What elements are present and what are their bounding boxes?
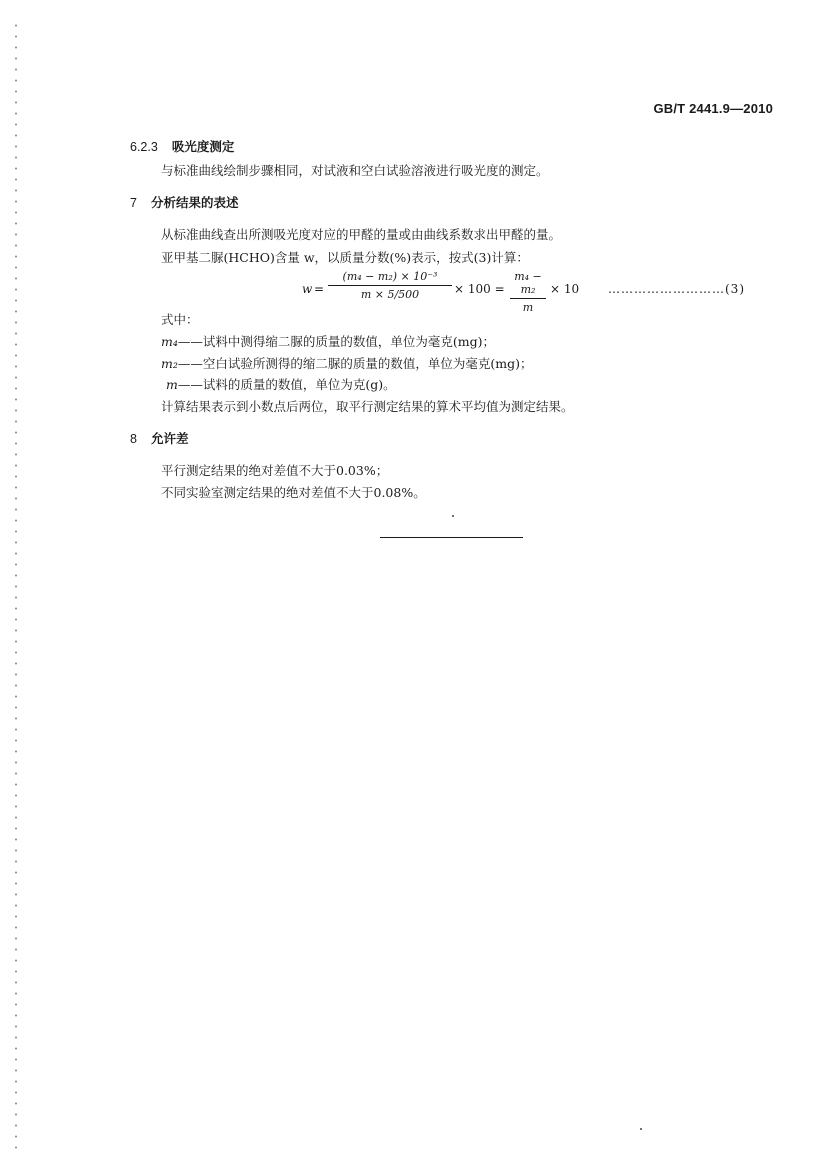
definition-m4-text: ——试料中测得缩二脲的质量的数值，单位为毫克(mg)； (177, 334, 495, 349)
definition-m-text: ——试料的质量的数值，单位为克(g)。 (177, 377, 396, 392)
section-8-title: 允许差 (150, 431, 189, 446)
fraction-1-denominator: m × 5/500 (360, 288, 420, 301)
definition-m4-symbol: m₄ (161, 334, 178, 349)
definition-m2 (161, 358, 532, 371)
section-7-heading (130, 197, 238, 210)
section-7-number: 7 (130, 196, 137, 210)
section-8-number: 8 (130, 432, 137, 446)
section-7-title: 分析结果的表述 (150, 195, 239, 210)
formula-times-100: × 100 = (454, 282, 505, 296)
formula-fraction-1 (328, 270, 452, 301)
section-623-title: 吸光度测定 (171, 139, 235, 154)
definition-m2-text: ——空白试验所测得的缩二脲的质量的数值，单位为毫克(mg)； (177, 356, 533, 371)
formula-tag: ………………………(3) (608, 282, 745, 296)
section-623-heading (130, 141, 234, 154)
section-8-para1: 平行测定结果的绝对差值不大于0.03%； (161, 463, 389, 478)
standard-code: GB/T 2441.9—2010 (653, 101, 773, 116)
formula-fraction-2 (510, 270, 546, 314)
section-623-text: 与标准曲线绘制步骤相同，对试液和空白试验溶液进行吸光度的测定。 (161, 163, 549, 178)
section-8-para2: 不同实验室测定结果的绝对差值不大于0.08%。 (161, 485, 426, 500)
definition-m4 (161, 336, 495, 349)
formula-equals: = (314, 282, 325, 296)
definition-m-symbol: m (166, 377, 178, 392)
end-rule (380, 537, 523, 538)
formula-lhs: w (302, 282, 313, 296)
formula-times-10: × 10 (550, 282, 580, 296)
binding-hole-dots (14, 20, 18, 1150)
definition-m2-symbol: m₂ (161, 356, 178, 371)
section-8-heading (130, 433, 188, 446)
fraction-2-denominator: m (522, 301, 534, 314)
scan-speck (640, 1128, 642, 1130)
formula-3 (302, 270, 772, 314)
where-label: 式中： (161, 312, 199, 327)
section-7-para2: 亚甲基二脲(HCHO)含量 w，以质量分数(%)表示，按式(3)计算： (161, 250, 529, 265)
fraction-2-numerator: m₄ − m₂ (514, 270, 542, 296)
definition-m (166, 379, 396, 392)
section-7-para3: 计算结果表示到小数点后两位，取平行测定结果的算术平均值为测定结果。 (161, 399, 574, 414)
scan-speck (452, 515, 454, 517)
fraction-1-numerator: (m₄ − m₂) × 10⁻³ (342, 270, 438, 283)
section-623-number: 6.2.3 (130, 140, 158, 154)
section-7-para1: 从标准曲线查出所测吸光度对应的甲醛的量或由曲线系数求出甲醛的量。 (161, 227, 562, 242)
